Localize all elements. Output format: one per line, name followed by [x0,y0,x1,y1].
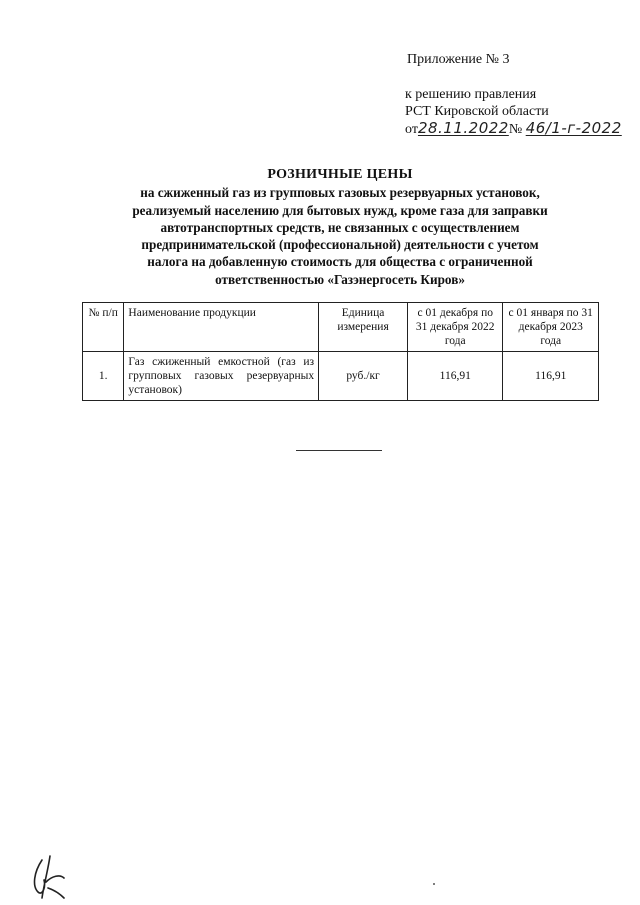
price-table [82,302,599,401]
document-title [90,166,590,288]
title-line: налога на добавленную стоимость для общества с ограниченной [147,254,533,270]
row-unit: руб./кг [319,352,408,401]
decision-reference [405,86,622,138]
decision-date-number [405,120,622,138]
row-price-2023: 116,91 [503,352,599,401]
row-product-name: Газ сжиженный емкостной (газ из групповых газовых резервуарных установок) [124,352,319,401]
title-line: автотранспортных средств, не связанных с осуществлением [160,219,520,235]
number-label: № [508,122,523,137]
header-num: № п/п [83,303,124,352]
title-line: на сжиженный газ из групповых газовых резервуарных установок, [140,185,540,201]
title-line: ответственностью «Газэнергосеть Киров» [215,271,465,287]
decision-line-2: РСТ Кировской области [405,104,549,119]
appendix-label: Приложение № 3 [407,52,510,67]
scan-speck [433,883,435,885]
title-main: РОЗНИЧНЫЕ ЦЕНЫ [267,167,413,182]
handwritten-number: 46/1-г-2022 [525,119,622,137]
table-header-row [83,303,599,352]
title-line: реализуемый населению для бытовых нужд, кроме газа для заправки [132,202,548,218]
from-label: от [405,122,418,137]
decision-line-1: к решению правления [405,87,537,102]
handwritten-date: 28.11.2022 [417,119,509,137]
table-row [83,352,599,401]
row-num: 1. [83,352,124,401]
signature-mark [30,852,70,902]
header-period-2022: с 01 декабря по 31 декабря 2022 года [408,303,503,352]
header-unit: Единица измерения [319,303,408,352]
title-line: предпринимательской (профессиональной) деятельности с учетом [141,237,539,253]
header-period-2023: с 01 января по 31 декабря 2023 года [503,303,599,352]
separator-line [296,450,382,451]
header-product-name: Наименование продукции [124,303,319,352]
row-price-2022: 116,91 [408,352,503,401]
